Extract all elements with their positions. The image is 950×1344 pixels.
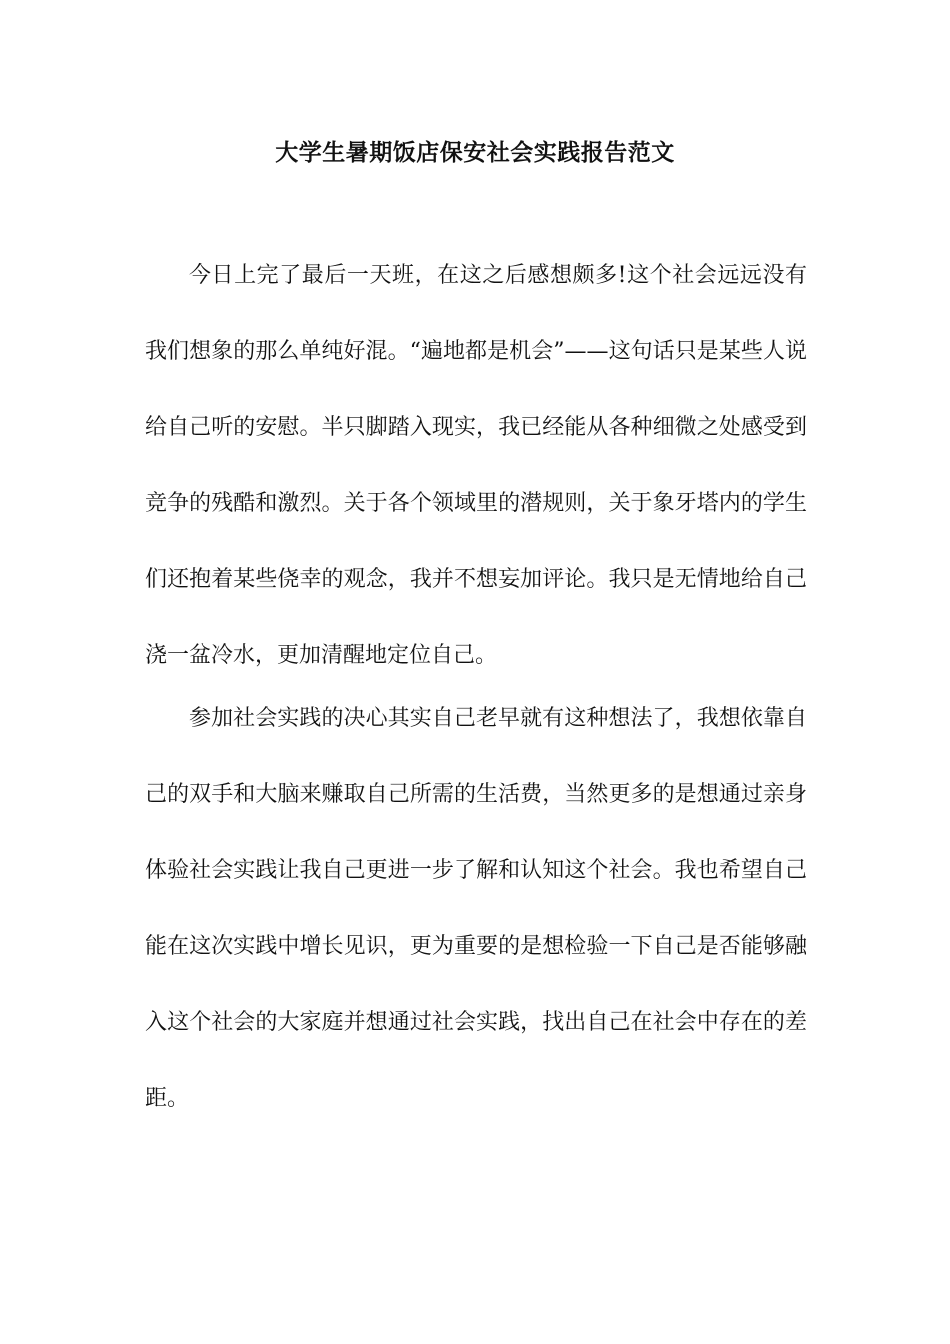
paragraph-1: 今日上完了最后一天班，在这之后感想颇多!这个社会远远没有我们想象的那么单纯好混。“遍地都是机会”——这句话只是某些人说给自己听的安慰。半只脚踏入现实，我已经能从各种细微之处感受到竞争的残酷和激烈。关于各个领域里的潜规则，关于象牙塔内的学生们还抱着某些侥幸的观念，我并不想妄加评论。我只是无情地给自己浇一盆冷水，更加清醒地定位自己。 xyxy=(145,263,807,668)
document-body xyxy=(145,251,807,1137)
paragraph-2: 参加社会实践的决心其实自己老早就有这种想法了，我想依靠自己的双手和大脑来赚取自己所需的生活费，当然更多的是想通过亲身体验社会实践让我自己更进一步了解和认知这个社会。我也希望自己能在这次实践中增长见识，更为重要的是想检验一下自己是否能够融入这个社会的大家庭并想通过社会实践，找出自己在社会中存在的差距。 xyxy=(145,706,807,1111)
document-title: 大学生暑期饭店保安社会实践报告范文 xyxy=(275,139,675,166)
